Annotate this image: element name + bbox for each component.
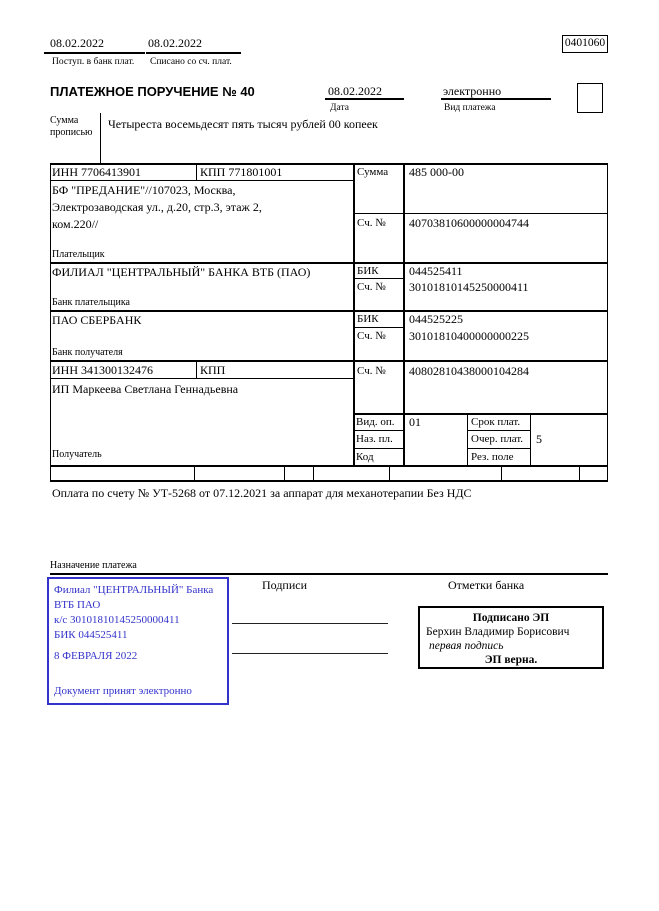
debited-date: 08.02.2022	[148, 36, 202, 50]
payee-account: 40802810438000104284	[409, 364, 529, 378]
srok-plat-label: Срок плат.	[471, 416, 521, 428]
esign-title: Подписано ЭП	[472, 612, 550, 624]
esign-signer: Берхин Владимир Борисович	[426, 626, 570, 638]
line	[50, 310, 608, 312]
line	[194, 465, 195, 480]
line	[403, 163, 405, 465]
payer-bank-account-label: Сч. №	[357, 281, 386, 293]
line	[353, 163, 355, 465]
esign-valid: ЭП верна.	[484, 654, 538, 666]
line	[325, 98, 404, 100]
payee-bank-label: Банк получателя	[52, 347, 123, 358]
payee-account-label: Сч. №	[357, 365, 386, 377]
stamp-bank-line2: ВТБ ПАО	[54, 599, 101, 611]
line	[467, 448, 530, 449]
line	[50, 573, 608, 575]
line	[353, 430, 403, 431]
payee-bank-account-label: Сч. №	[357, 330, 386, 342]
payee-label: Получатель	[52, 449, 102, 460]
stamp-accepted-note: Документ принят электронно	[54, 685, 192, 697]
stamp-bank-line1: Филиал "ЦЕНТРАЛЬНЫЙ" Банка	[54, 584, 214, 596]
vid-op-value: 01	[409, 415, 421, 429]
line	[353, 278, 403, 279]
vid-op-label: Вид. оп.	[356, 416, 395, 428]
payer-account-label: Сч. №	[357, 217, 386, 229]
naz-pl-label: Наз. пл.	[356, 433, 393, 445]
line	[50, 360, 608, 362]
stamp-corr-account: к/с 30101810145250000411	[54, 614, 180, 626]
form-code-box: 0401060	[562, 35, 608, 53]
line	[579, 465, 580, 480]
line	[467, 430, 530, 431]
line	[313, 465, 314, 480]
esignature-box	[418, 606, 604, 669]
document-date: 08.02.2022	[328, 84, 382, 98]
payee-inn: ИНН 341300132476	[52, 363, 153, 377]
line	[353, 413, 608, 415]
received-in-bank-label: Поступ. в банк плат.	[52, 57, 135, 67]
date-label: Дата	[330, 103, 349, 113]
document-title: ПЛАТЕЖНОЕ ПОРУЧЕНИЕ № 40	[50, 84, 255, 99]
payee-name: ИП Маркеева Светлана Геннадьевна	[52, 382, 239, 396]
line	[530, 413, 531, 465]
line	[50, 180, 353, 181]
payment-kind-label: Вид платежа	[444, 103, 496, 113]
payer-account: 40703810600000004744	[409, 216, 529, 230]
payer-kpp: КПП 771801001	[200, 165, 283, 179]
bank-stamp	[47, 577, 229, 705]
line	[607, 163, 608, 480]
bank-marks-heading: Отметки банка	[448, 578, 525, 592]
purpose-text: Оплата по счету № УТ-5268 от 07.12.2021 за аппарат для механотерапии Без НДС	[52, 486, 472, 500]
payer-name-address: БФ "ПРЕДАНИЕ"//107023, Москва, Электрозаводская ул., д.20, стр.3, этаж 2, ком.220//	[52, 183, 262, 231]
signature-line-1	[232, 623, 388, 624]
stamp-date: 8 ФЕВРАЛЯ 2022	[54, 650, 138, 662]
line	[196, 360, 197, 378]
line	[44, 52, 145, 54]
line	[50, 262, 608, 264]
line	[353, 213, 608, 214]
line	[196, 163, 197, 180]
amount-in-words-value: Четыреста восемьдесят пять тысяч рублей 00 копеек	[108, 117, 378, 131]
payer-bank-account: 30101810145250000411	[409, 280, 529, 294]
line	[467, 413, 468, 465]
line	[100, 113, 101, 163]
line	[389, 465, 390, 480]
stamp-bik: БИК 044525411	[54, 629, 128, 641]
purpose-label: Назначение платежа	[50, 560, 137, 571]
received-in-bank-date: 08.02.2022	[50, 36, 104, 50]
payee-kpp-label: КПП	[200, 363, 226, 377]
payer-label: Плательщик	[52, 249, 105, 260]
esign-kind: первая подпись	[429, 640, 504, 652]
payee-bank-account: 30101810400000000225	[409, 329, 529, 343]
line	[50, 465, 608, 467]
payer-bank-name: ФИЛИАЛ "ЦЕНТРАЛЬНЫЙ" БАНКА ВТБ (ПАО)	[52, 265, 311, 279]
payer-bank-bik: 044525411	[409, 264, 463, 278]
line	[353, 327, 403, 328]
ocher-plat-value: 5	[536, 432, 542, 446]
line	[441, 98, 551, 100]
sum-label: Сумма	[357, 166, 389, 178]
line	[50, 378, 353, 379]
kod-label: Код	[356, 451, 374, 463]
line	[146, 52, 241, 54]
payee-bank-bik: 044525225	[409, 312, 463, 326]
payer-bank-label: Банк плательщика	[52, 297, 130, 308]
signature-line-2	[232, 653, 388, 654]
sum-value: 485 000-00	[409, 165, 464, 179]
amount-in-words-label: Сумма прописью	[50, 115, 93, 138]
payer-bank-bik-label: БИК	[357, 265, 379, 277]
debited-label: Списано со сч. плат.	[150, 57, 232, 67]
line	[50, 480, 608, 482]
rez-pole-label: Рез. поле	[471, 451, 514, 463]
ocher-plat-label: Очер. плат.	[471, 433, 524, 445]
payee-bank-name: ПАО СБЕРБАНК	[52, 313, 142, 327]
line	[501, 465, 502, 480]
status-code-box	[577, 83, 603, 113]
signatures-heading: Подписи	[262, 578, 308, 592]
line	[50, 163, 51, 480]
line	[353, 448, 403, 449]
payment-kind-value: электронно	[443, 84, 502, 98]
line	[284, 465, 285, 480]
payer-inn: ИНН 7706413901	[52, 165, 141, 179]
payee-bank-bik-label: БИК	[357, 313, 379, 325]
